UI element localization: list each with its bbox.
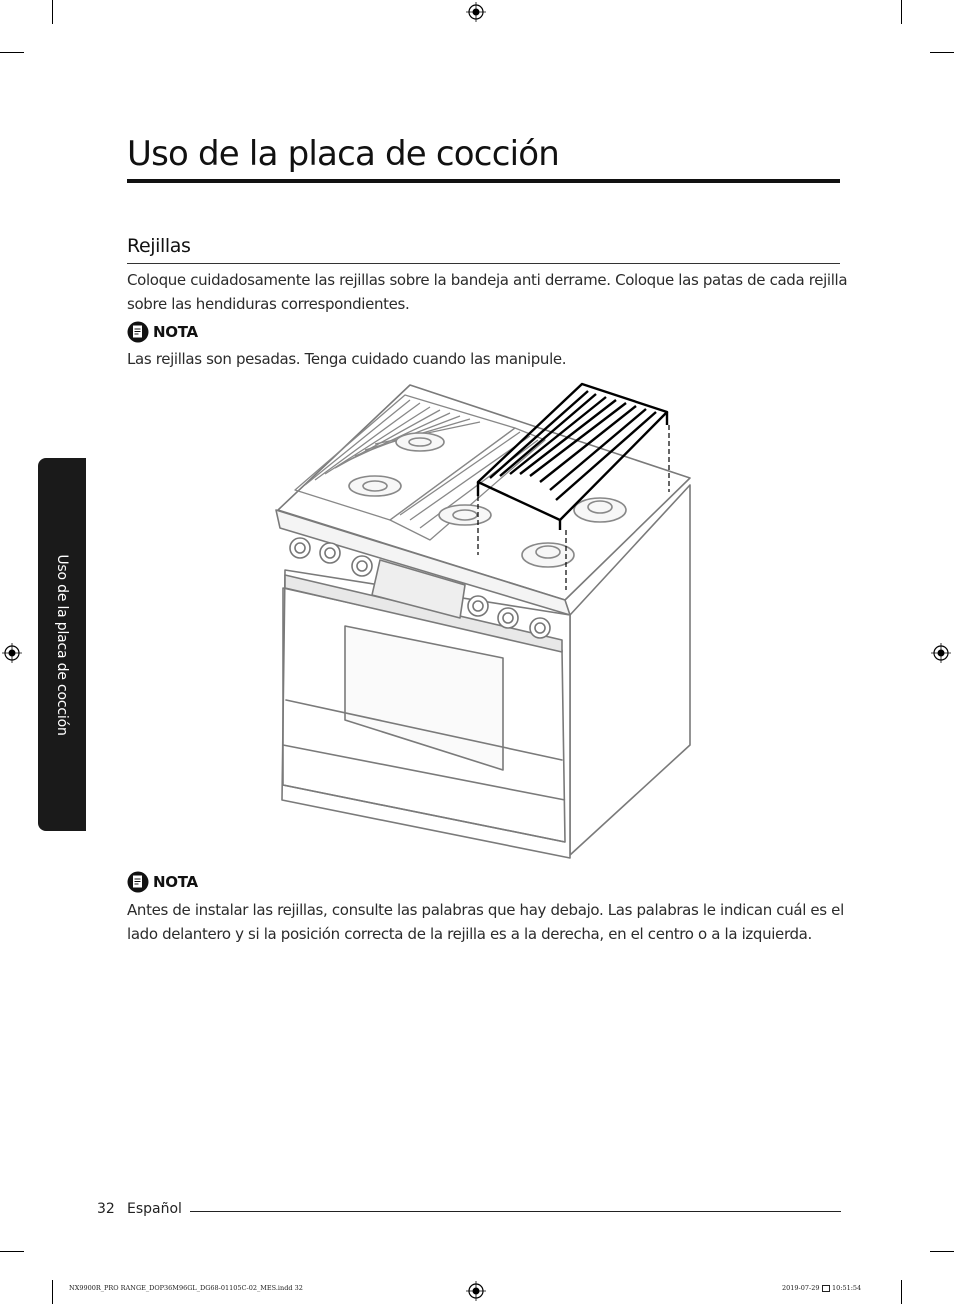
slug-clock-icon: [822, 1285, 830, 1292]
page-number: 32: [97, 1201, 115, 1217]
footer-language: Español: [127, 1201, 182, 1217]
chapter-side-tab-label: Uso de la placa de cocción: [54, 553, 70, 736]
range-with-grates-illustration: [260, 378, 710, 868]
crop-mark: [0, 1251, 24, 1252]
slug-filename: NX9900R_PRO RANGE_DOP36M96GL_DG68-01105C-02_MES.indd 32: [69, 1284, 303, 1292]
registration-mark-icon: [2, 643, 22, 663]
crop-mark: [52, 0, 53, 24]
note-heading: [127, 321, 198, 343]
crop-mark: [930, 52, 954, 53]
section-rule: [127, 263, 840, 264]
crop-mark: [0, 52, 24, 53]
paragraph-line: sobre las hendiduras correspondientes.: [127, 294, 410, 313]
crop-mark: [901, 1280, 902, 1304]
crop-mark: [930, 1251, 954, 1252]
paragraph-line: Coloque cuidadosamente las rejillas sobre la bandeja anti derrame. Coloque las patas de cada rejilla: [127, 271, 848, 289]
registration-mark-icon: [466, 2, 486, 22]
registration-mark-icon: [466, 1281, 486, 1301]
note-icon: [127, 871, 149, 893]
slug-time: 10:51:54: [832, 1284, 862, 1292]
note-label: NOTA: [153, 873, 198, 891]
note-text: Las rejillas son pesadas. Tenga cuidado cuando las manipule.: [127, 350, 567, 368]
note-icon: [127, 321, 149, 343]
title-rule: [127, 179, 840, 183]
crop-mark: [52, 1280, 53, 1304]
page-title: Uso de la placa de cocción: [127, 134, 559, 174]
slug-time-group: [822, 1284, 861, 1292]
section-heading: Rejillas: [127, 235, 191, 257]
crop-mark: [901, 0, 902, 24]
footer-rule: [190, 1211, 841, 1212]
note-label: NOTA: [153, 323, 198, 341]
chapter-side-tab: [38, 458, 86, 831]
note-heading: [127, 871, 198, 893]
registration-mark-icon: [931, 643, 951, 663]
note-text-line: Antes de instalar las rejillas, consulte las palabras que hay debajo. Las palabras le indican cuál es el: [127, 901, 844, 919]
note-text-line: lado delantero y si la posición correcta de la rejilla es a la derecha, en el centro o a la izquierda.: [127, 924, 812, 943]
slug-date: 2019-07-29: [782, 1284, 820, 1292]
